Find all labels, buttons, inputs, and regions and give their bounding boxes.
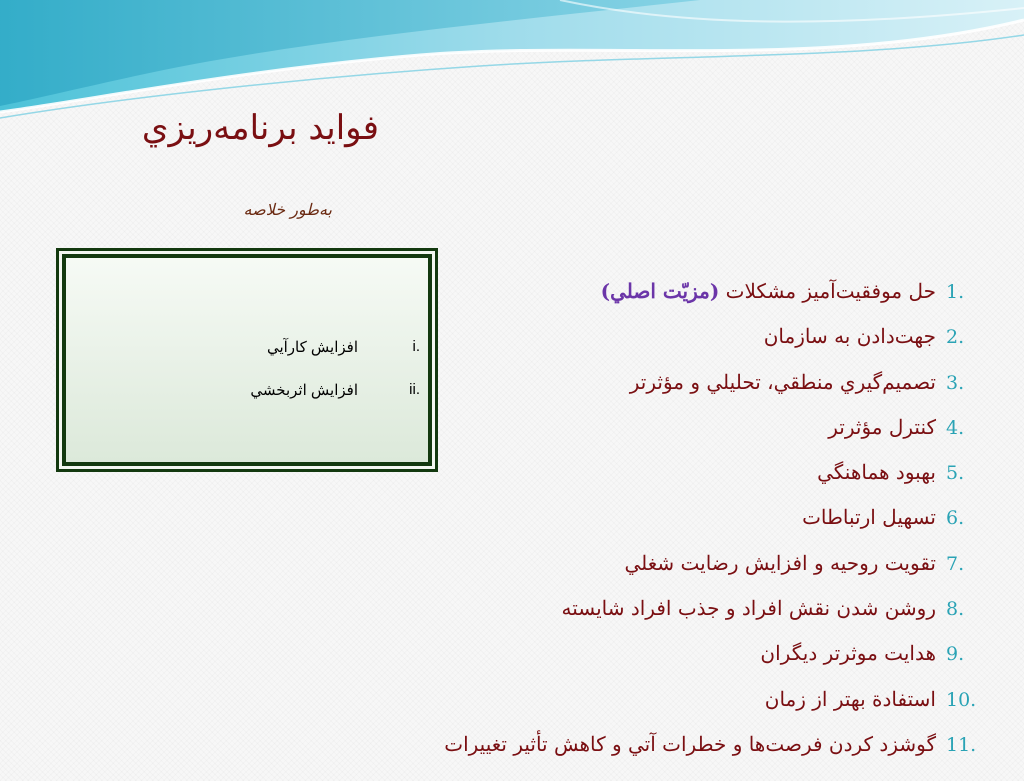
slide-subtitle: به‌طور خلاصه <box>243 200 332 219</box>
summary-item-text: افزايش كارآيي <box>266 339 358 356</box>
slide-title: فواید برنامه‌ریزي <box>141 108 379 148</box>
list-item-text: تصميم‌گيري منطقي، تحليلي و مؤثرتر <box>629 369 936 394</box>
list-item <box>362 725 982 770</box>
list-item-text: جهت‌دادن به سازمان <box>763 324 936 349</box>
summary-item-number: i. <box>412 338 420 355</box>
list-item-text: بهبود هماهنگي <box>817 460 936 485</box>
list-item-number: 6. <box>946 507 965 530</box>
list-item-text: هدايت موثرتر ديگران <box>760 641 936 666</box>
list-item <box>362 363 982 408</box>
list-item <box>362 544 982 589</box>
list-item-number: 10. <box>946 688 977 711</box>
list-item <box>362 272 982 317</box>
list-item <box>362 453 982 498</box>
list-item-number: 9. <box>946 643 965 666</box>
list-item-number: 8. <box>946 598 965 621</box>
list-item <box>362 498 982 543</box>
list-item <box>362 680 982 725</box>
list-item <box>362 317 982 362</box>
summary-item-text: افزايش اثربخشي <box>250 382 358 399</box>
list-item-number: 3. <box>946 371 965 394</box>
list-item <box>362 634 982 679</box>
list-item-text: تقويت روحيه و افزايش رضايت شغلي <box>624 550 936 575</box>
list-item-text: حل موفقيت‌آميز مشكلات <box>725 279 936 303</box>
list-item-number: 4. <box>946 416 965 439</box>
list-item-number: 1. <box>946 281 965 303</box>
list-item-text: روشن شدن نقش افراد و جذب افراد شايسته <box>561 596 936 621</box>
list-item-text: استفادة بهتر از زمان <box>764 686 936 711</box>
list-item-number: 5. <box>946 462 965 485</box>
list-item-text: كنترل مؤثرتر <box>828 414 936 439</box>
list-item <box>362 408 982 453</box>
list-item-text: تسهيل ارتباطات <box>802 505 936 530</box>
summary-item-number: ii. <box>409 381 420 398</box>
highlight-text: (مزيّت اصلي) <box>600 279 720 303</box>
list-item-text: گوشزد كردن فرصت‌ها و خطرات آتي و كاهش تأثير تغييرات <box>444 731 936 756</box>
list-item-number: 11. <box>946 733 977 756</box>
list-item <box>362 589 982 634</box>
benefits-list <box>362 272 982 770</box>
list-item-number: 2. <box>946 326 965 349</box>
list-item-number: 7. <box>946 552 965 575</box>
